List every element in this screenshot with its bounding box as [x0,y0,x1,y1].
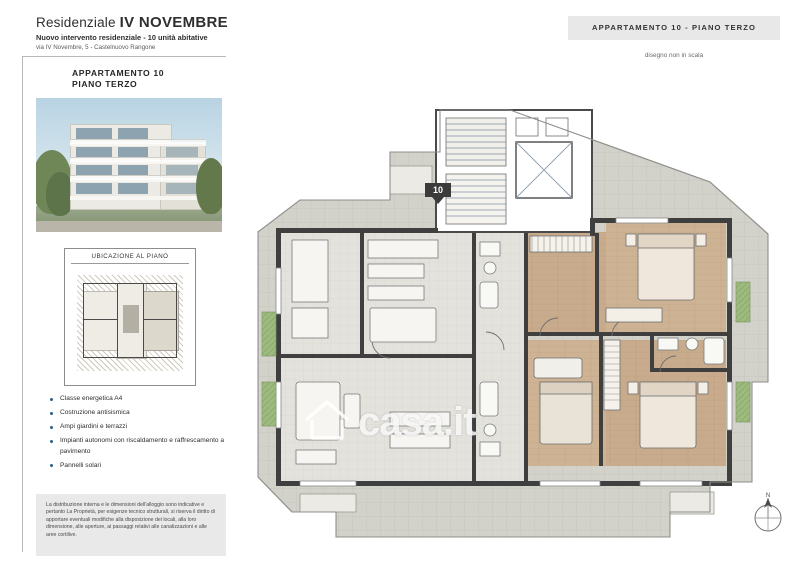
compass-rose [748,492,788,536]
tree-right-icon [196,158,222,214]
floor-location-box [64,248,196,386]
unit-badge-marker [425,183,451,204]
features-list [50,394,226,475]
plan-header-band [568,16,780,40]
apartment-heading [72,68,164,90]
left-info-column [22,10,228,552]
balcony-rail-2 [70,157,206,162]
mini-plan-wall-v2 [143,283,144,358]
brand-title-prefix: Residenziale [36,15,120,30]
mini-plan-block-left [83,291,119,351]
glazing-h [118,183,148,194]
list-item: Ampi giardini e terrazzi [50,422,226,433]
slab-4 [70,196,206,200]
building-render-image [36,98,222,232]
column-divider [22,56,23,552]
balcony-rail-1 [70,139,206,144]
floor-plan-drawing [240,82,785,552]
mini-plan-wall-v1 [117,283,118,358]
brand-subtitle: Nuovo intervento residenziale - 10 unità abitative [36,33,208,42]
disclaimer-box [36,494,226,556]
list-item: Pannelli solari [50,461,226,472]
list-item: Classe energetica A4 [50,394,226,405]
brand-title [36,14,226,31]
balcony-rail-3 [70,175,206,180]
list-item: Impianti autonomi con riscaldamento e raffrescamento a pavimento [50,436,226,457]
brand-block [36,14,226,51]
floor-label: PIANO TERZO [72,79,138,89]
apartment-number-label: APPARTAMENTO 10 [72,68,165,78]
status-badge: 10 [425,183,451,197]
mini-plan-highlight-unit [143,291,179,351]
disclaimer-text: La distribuzione interna e le dimensioni dell'alloggio sono indicative e pertanto La Proprietà, per esigenze tecnico strutturali, si riserva il diritto di apportare eventuali modifiche alla disposizione dei locali, alla loro dimensione, alle aperture, ai passaggi relativi alle canalizzazioni e alle aree cortilive. [46,502,215,538]
mini-plan-wall-left [83,283,84,358]
brand-title-strong: IV NOVEMBRE [119,14,228,31]
glazing-wing-c [166,183,198,194]
floor-location-title: UBICAZIONE AL PIANO [91,253,169,260]
compass-north-label: N [765,493,771,499]
plan-stair-core [436,110,592,232]
mini-plan-stair-core [123,305,139,333]
plan-header-title: APPARTAMENTO 10 - PIANO TERZO [592,23,756,32]
mini-plan-wall-top [83,283,177,284]
header-divider [22,56,226,57]
mini-plan-wall-h2 [143,319,177,320]
brand-address: via IV Novembre, 5 - Castelnuovo Rangone [36,43,156,51]
list-item: Costruzione antisismica [50,408,226,419]
walkway [36,221,222,232]
watermark-text: casa.it [358,400,476,444]
badge-pointer-icon [432,197,444,204]
floor-location-mini-plan [77,271,183,375]
glazing-g [76,183,112,194]
mini-plan-wall-h1 [83,319,117,320]
mini-plan-wall-right [176,283,177,358]
floor-location-divider [71,263,189,264]
mini-plan-wall-bottom [83,357,177,358]
scale-note: disegno non in scala [644,52,704,59]
